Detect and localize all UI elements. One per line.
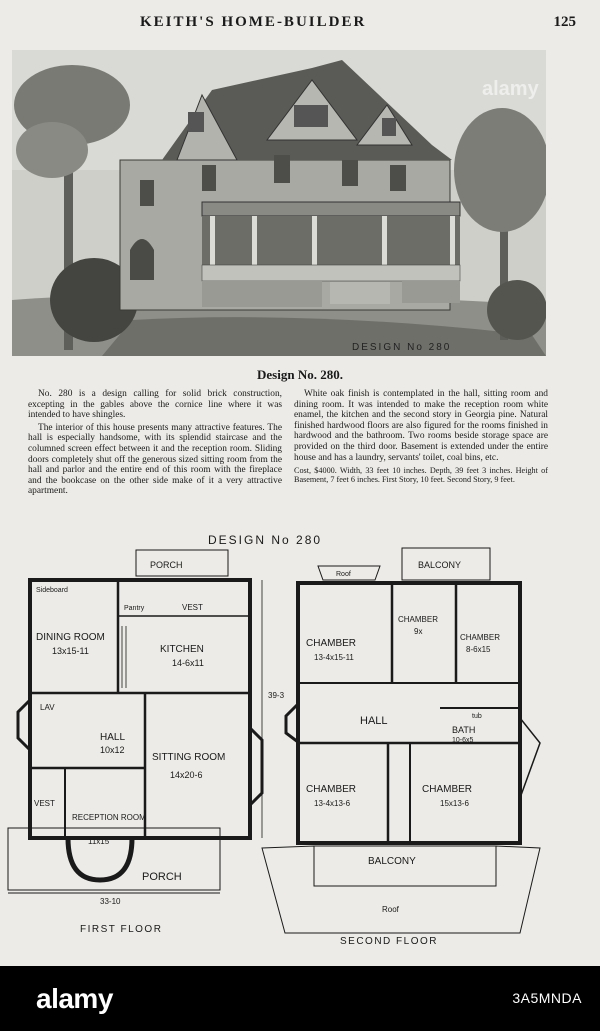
- room-label: VEST: [34, 799, 55, 808]
- room-label: LAV: [40, 703, 55, 712]
- second-floor-label: SECOND FLOOR: [340, 936, 439, 947]
- running-title: KEITH'S HOME-BUILDER: [140, 14, 367, 30]
- room-label: BATH: [452, 725, 476, 735]
- floor-plans: [0, 528, 600, 958]
- room-label: CHAMBER: [398, 615, 439, 624]
- house-illustration: [12, 50, 546, 356]
- room-label: DINING ROOM: [36, 632, 105, 643]
- design-caption: Design No. 280.: [257, 367, 343, 382]
- room-dimension: 11x15: [88, 837, 110, 846]
- illustration-label: DESIGN No 280: [352, 342, 452, 353]
- room-label: Roof: [382, 905, 399, 914]
- room-label: CHAMBER: [306, 784, 357, 795]
- running-header: [0, 14, 600, 38]
- room-label: Sideboard: [36, 587, 68, 594]
- stock-footer: [0, 966, 600, 1031]
- room-dimension: 10-6x5: [452, 737, 474, 744]
- width-dimension: 33-10: [100, 897, 121, 906]
- room-label: CHAMBER: [422, 784, 473, 795]
- stock-image-id: 3A5MNDA: [512, 990, 582, 1006]
- room-label: VEST: [182, 603, 203, 612]
- depth-dimension: 39-3: [268, 691, 285, 700]
- room-dimension: 14x20-6: [170, 770, 203, 780]
- room-label: KITCHEN: [160, 644, 204, 655]
- room-label: BALCONY: [418, 560, 462, 570]
- room-label: PORCH: [150, 560, 183, 570]
- specifications: Cost, $4000. Width, 33 feet 10 inches. Depth, 39 feet 3 inches. Height of Basement, 7 feet 6 inches. First Story, 10 feet. Second Story, 9 feet.: [294, 466, 548, 485]
- first-floor-plan: [8, 550, 285, 935]
- body-column-left: [28, 389, 282, 499]
- alamy-logo: alamy: [36, 983, 113, 1014]
- page-number: 125: [553, 14, 576, 30]
- room-dimension: 13-4x15-11: [314, 653, 354, 662]
- room-label: SITTING ROOM: [152, 752, 226, 763]
- first-floor-label: FIRST FLOOR: [80, 924, 163, 935]
- room-dimension: 15x13-6: [440, 799, 469, 808]
- paragraph: The interior of this house presents many attractive features. The hall is especially handsome, with its splendid staircase and the columned screen effect between it and the reception room. Sliding doors completely shut off the generous sized sitting room from the hall and parlor and the entire end of this room with the fireplace and the bookcase on the other side make of it a very attractive apartment.: [28, 422, 282, 497]
- room-dimension: 14-6x11: [172, 658, 204, 668]
- room-label: Pantry: [124, 605, 145, 612]
- room-label: PORCH: [142, 871, 182, 883]
- second-floor-plan: [262, 548, 540, 947]
- room-label: Roof: [336, 571, 351, 578]
- room-dimension: 10x12: [100, 745, 125, 755]
- room-dimension: 13x15-11: [52, 646, 89, 656]
- plans-title: DESIGN No 280: [208, 533, 323, 547]
- room-label: CHAMBER: [460, 633, 501, 642]
- body-column-right: [294, 389, 548, 486]
- room-label: HALL: [100, 732, 126, 743]
- room-label: RECEPTION ROOM: [72, 813, 146, 822]
- room-dimension: 9x: [414, 627, 423, 636]
- room-label: tub: [472, 713, 482, 720]
- paragraph: No. 280 is a design calling for solid brick construction, excepting in the gables above the cornice line where it was intended to have shingles.: [28, 389, 282, 421]
- watermark: alamy: [482, 78, 539, 100]
- room-label: CHAMBER: [306, 638, 357, 649]
- room-label: HALL: [360, 715, 388, 727]
- room-label: BALCONY: [368, 856, 416, 867]
- room-dimension: 13-4x13-6: [314, 799, 351, 808]
- paragraph: White oak finish is contemplated in the hall, sitting room and dining room. It was intended to make the reception room white enamel, the kitchen and the second story in Georgia pine. Natural finished hardwood floors are also figured for the rooms finished in hardwood and the bathroom. Two rooms beside storage space are provided on the third door. Basement is extended under the entire house and has a laundry, servants' toilet, coal bins, etc.: [294, 389, 548, 463]
- room-dimension: 8-6x15: [466, 645, 491, 654]
